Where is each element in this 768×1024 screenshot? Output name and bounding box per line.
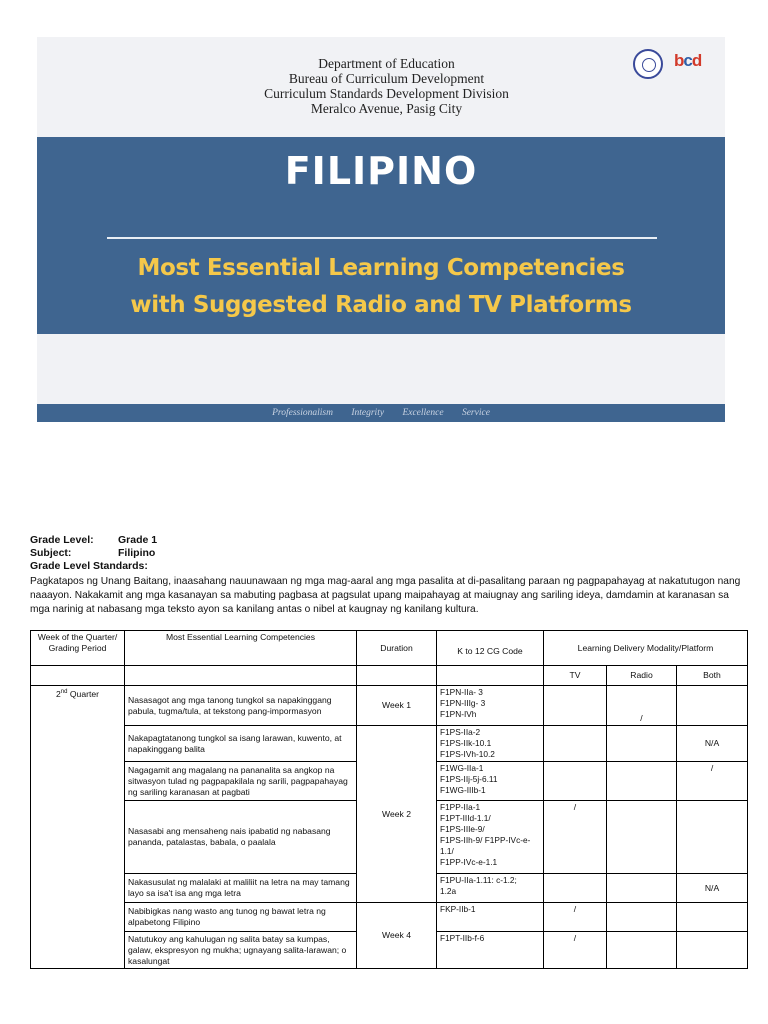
- radio-cell: [607, 801, 677, 874]
- duration-cell: Week 4: [357, 903, 437, 969]
- standards-label: Grade Level Standards:: [30, 560, 148, 572]
- duration-header: Duration: [357, 631, 437, 666]
- radio-header: Radio: [607, 666, 677, 686]
- radio-cell: [607, 903, 677, 932]
- banner-gap: [37, 334, 725, 404]
- radio-cell: /: [607, 686, 677, 726]
- melc-cell: Nasasabi ang mensaheng nais ipabatid ng nabasang pananda, patalastas, babala, o paalala: [125, 801, 357, 874]
- both-cell: N/A: [677, 726, 748, 762]
- modality-header: Learning Delivery Modality/Platform: [544, 631, 748, 666]
- tv-cell: /: [544, 932, 607, 969]
- core-value: Service: [461, 408, 490, 418]
- tv-header: TV: [544, 666, 607, 686]
- melc-cell: Nakasusulat ng malalaki at maliliit na letra na may tamang layo sa isa't isa ang mga letra: [125, 874, 357, 903]
- core-value: Excellence: [402, 408, 444, 418]
- tv-cell: [544, 726, 607, 762]
- quarter-cell: 2nd Quarter: [31, 686, 125, 969]
- both-cell: [677, 932, 748, 969]
- standards-text: Pagkatapos ng Unang Baitang, inaasahang nauunawaan ng mga mag-aaral ang mga pasalita at di-pasalitang paraan ng pagpapahayag at nakatutugon nang naaayon. Nakakamit ang mga kasanayan sa mabuting pagbasa at pagsulat upang maipahayag at maiugnay ang sariling ideya, damdamin at karanasan sa mga narinig at nabasang mga teksto ayon sa kanilang antas o nibel at kaugnay ng kanilang kultura.: [30, 576, 741, 615]
- radio-cell: [607, 932, 677, 969]
- code-cell: F1PN-IIa- 3 F1PN-IIIg- 3 F1PN-IVh: [437, 686, 544, 726]
- code-cell: F1PS-IIa-2 F1PS-IIk-10.1 F1PS-IVh-10.2: [437, 726, 544, 762]
- bureau-line: Bureau of Curriculum Development: [288, 71, 485, 86]
- duration-cell: Week 2: [357, 726, 437, 903]
- tv-cell: /: [544, 801, 607, 874]
- banner-title: FILIPINO: [284, 149, 478, 193]
- code-header: K to 12 CG Code: [437, 631, 544, 666]
- banner-divider: [107, 237, 657, 239]
- tv-cell: /: [544, 903, 607, 932]
- melc-cell: Nasasagot ang mga tanong tungkol sa napakinggang pabula, tugma/tula, at tekstong pang-impormasyon: [125, 686, 357, 726]
- table-row: [31, 686, 748, 726]
- table-subheader-row: [31, 666, 748, 686]
- banner-subtitle-line-1: Most Essential Learning Competencies: [137, 255, 625, 281]
- grade-level-label: Grade Level:: [30, 534, 94, 546]
- title-banner: [37, 137, 725, 334]
- both-cell: N/A: [677, 874, 748, 903]
- bcd-logo: bcd: [674, 51, 702, 70]
- header-address: [157, 56, 616, 116]
- week-header: Week of the Quarter/ Grading Period: [31, 631, 125, 666]
- banner-subtitle: [37, 250, 725, 324]
- melc-cell: Natutukoy ang kahulugan ng salita batay sa kumpas, galaw, ekspresyon ng mukha; ugnayang salita-larawan; o kasalungat: [125, 932, 357, 969]
- radio-cell: [607, 762, 677, 801]
- code-cell: F1WG-IIa-1 F1PS-IIj-5j-6.11 F1WG-IIIb-1: [437, 762, 544, 801]
- tv-cell: [544, 874, 607, 903]
- tv-cell: [544, 762, 607, 801]
- melc-header: Most Essential Learning Competencies: [125, 631, 357, 666]
- radio-cell: [607, 726, 677, 762]
- table-row: [31, 726, 748, 762]
- subject-row: [30, 547, 155, 560]
- duration-cell: Week 1: [357, 686, 437, 726]
- grade-level-row: [30, 534, 157, 547]
- address-line: Meralco Avenue, Pasig City: [310, 101, 463, 116]
- code-cell: F1PU-IIa-1.11: c-1.2; 1.2a: [437, 874, 544, 903]
- deped-seal-icon: [633, 49, 663, 79]
- tv-cell: [544, 686, 607, 726]
- melc-table: [30, 630, 748, 969]
- melc-cell: Nagagamit ang magalang na pananalita sa angkop na sitwasyon tulad ng pagpapakilala ng sarili, pagpapahayag ng sariling karanasan at pagbati: [125, 762, 357, 801]
- both-cell: [677, 801, 748, 874]
- both-cell: [677, 686, 748, 726]
- core-value: Professionalism: [272, 408, 333, 418]
- core-values-bar: [37, 404, 725, 422]
- melc-cell: Nabibigkas nang wasto ang tunog ng bawat letra ng alpabetong Filipino: [125, 903, 357, 932]
- code-cell: F1PT-IIb-f-6: [437, 932, 544, 969]
- both-cell: [677, 903, 748, 932]
- radio-cell: [607, 874, 677, 903]
- grade-level-value: Grade 1: [118, 534, 158, 546]
- both-cell: /: [677, 762, 748, 801]
- banner-subtitle-line-2: with Suggested Radio and TV Platforms: [130, 292, 632, 318]
- both-header: Both: [677, 666, 748, 686]
- header-panel: [37, 37, 725, 137]
- table-row: [31, 903, 748, 932]
- core-value: Integrity: [351, 408, 385, 418]
- code-cell: FKP-IIb-1: [437, 903, 544, 932]
- subject-value: Filipino: [118, 547, 156, 559]
- subject-label: Subject:: [30, 547, 72, 559]
- division-line: Curriculum Standards Development Division: [264, 86, 509, 101]
- table-header-row: [31, 631, 748, 666]
- department-line: Department of Education: [318, 56, 455, 71]
- melc-cell: Nakapagtatanong tungkol sa isang larawan, kuwento, at napakinggang balita: [125, 726, 357, 762]
- code-cell: F1PP-IIa-1 F1PT-IIId-1.1/ F1PS-IIIe-9/ F1PS-IIh-9/ F1PP-IVc-e-1.1/ F1PP-IVc-e-1.1: [437, 801, 544, 874]
